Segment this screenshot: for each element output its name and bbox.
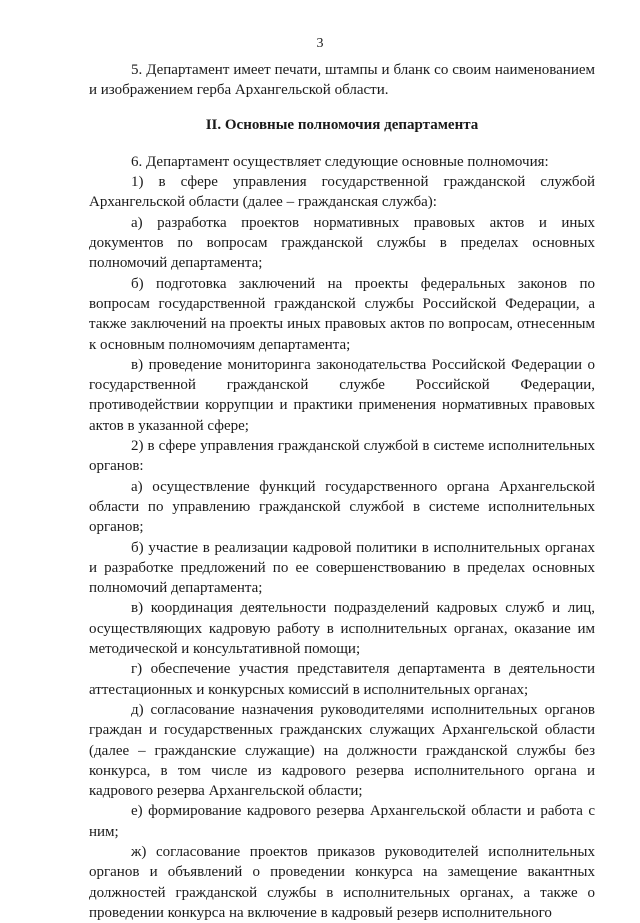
paragraph-6: 6. Департамент осуществляет следующие основные полномочия: [131, 153, 549, 170]
item-2-b: б) участие в реализации кадровой политики в исполнительных органах и разработке предложений по ее совершенствованию в пределах основных полномочий департамента; [89, 539, 595, 597]
item-2: 2) в сфере управления гражданской службой в системе исполнительных органов: [89, 438, 595, 475]
item-2-d: д) согласование назначения руководителями исполнительных органов граждан и государственных гражданских служащих Архангельской области (далее – гражданские служащие) на должности гражданской службы без конкурса, в том числе из кадрового резерва исполнительного органа и кадрового резерва Архангельской области; [89, 701, 595, 800]
item-2-a: а) осуществление функций государственного органа Архангельской области по управлению гражданской службой в системе исполнительных органов; [89, 478, 595, 536]
document-body [89, 60, 595, 923]
section-heading: II. Основные полномочия департамента [205, 116, 479, 133]
item-2-zh: ж) согласование проектов приказов руководителей исполнительных органов и объявлений о проведении конкурса на замещение вакантных должностей гражданской службы в исполнительных органах, а также о проведении конкурса на включение в кадровый резерв исполнительного [89, 843, 595, 921]
page-number: 3 [316, 36, 324, 51]
item-1: 1) в сфере управления государственной гражданской службой Архангельской области (далее – гражданская служба): [89, 174, 595, 211]
item-1-a: а) разработка проектов нормативных правовых актов и иных документов по вопросам гражданской службы в пределах основных полномочий департамента; [89, 214, 595, 272]
item-1-v: в) проведение мониторинга законодательства Российской Федерации о государственной гражданской службе Российской Федерации, противодействии коррупции и практики применения нормативных правовых актов в указанной сфере; [89, 356, 595, 434]
item-2-e: е) формирование кадрового резерва Архангельской области и работа с ним; [89, 803, 595, 840]
paragraph-5: 5. Департамент имеет печати, штампы и бланк со своим наименованием и изображением герба Архангельской области. [89, 62, 595, 99]
item-1-b: б) подготовка заключений на проекты федеральных законов по вопросам государственной гражданской службы Российской Федерации, а также заключений на проекты иных правовых актов по вопросам, отнесенным к основным полномочиям департамента; [89, 275, 595, 353]
item-2-g: г) обеспечение участия представителя департамента в деятельности аттестационных и конкурсных комиссий в исполнительных органах; [89, 661, 595, 698]
item-2-v: в) координация деятельности подразделений кадровых служб и лиц, осуществляющих кадровую работу в исполнительных органах, оказание им методической и консультативной помощи; [89, 600, 595, 658]
